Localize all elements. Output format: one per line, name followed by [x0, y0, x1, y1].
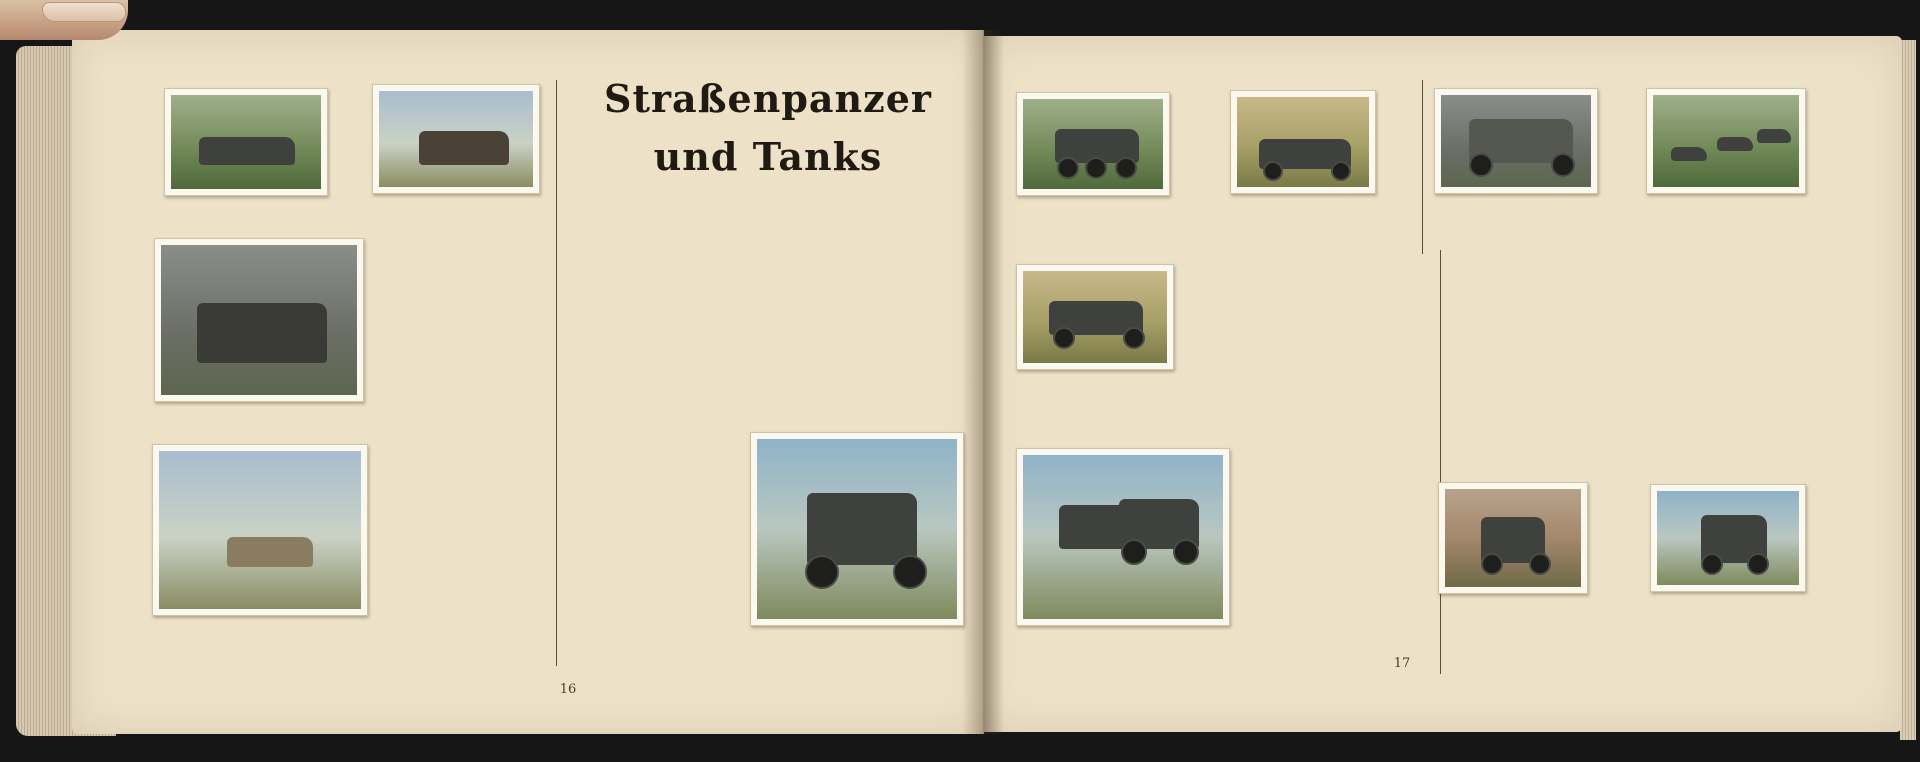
photo-armored-car [750, 432, 964, 626]
photo-tractor [1016, 264, 1174, 370]
photo-caption [1226, 196, 1378, 236]
thumbnail [42, 2, 126, 22]
photo-caption [148, 620, 370, 652]
photo-caption [740, 636, 972, 676]
photo-tank-column [1646, 88, 1806, 194]
photo-caption [1430, 196, 1600, 232]
column-rule [1422, 80, 1423, 254]
photo-railway-gun-firing [164, 88, 328, 196]
photo-caption [1012, 620, 1232, 660]
photo-caption [1644, 596, 1810, 636]
photo-armored-car-brick [1438, 482, 1588, 594]
photo-caption [1434, 596, 1590, 652]
text-column-middle [1204, 244, 1424, 684]
photo-large-railway-gun [154, 238, 364, 402]
text-column-narrow [350, 234, 488, 678]
photo-armored-cars-field [1016, 448, 1230, 626]
text-column-bottom [570, 430, 736, 670]
photo-caption [152, 404, 366, 444]
right-page [982, 36, 1902, 732]
column-rule [556, 80, 557, 666]
page-number-right: 17 [1393, 656, 1411, 671]
photo-caption [1012, 374, 1176, 414]
photo-armored-car-cavalry [1650, 484, 1806, 592]
photo-grey-armored-car [1434, 88, 1598, 194]
page-heading: Straßenpanzer und Tanks [604, 76, 932, 179]
photo-soldiers-car [1230, 90, 1376, 194]
text-column-right [1452, 244, 1872, 480]
page-number-left: 16 [559, 682, 577, 697]
photo-fortification [152, 444, 368, 616]
photo-six-wheel-armored-car [1016, 92, 1170, 196]
photo-caption [1640, 196, 1808, 236]
photo-coastal-gun [372, 84, 540, 194]
photo-caption [1012, 198, 1174, 234]
thumb [0, 0, 128, 40]
book-page-edges-right [1900, 40, 1916, 740]
book-spine [962, 30, 1004, 734]
